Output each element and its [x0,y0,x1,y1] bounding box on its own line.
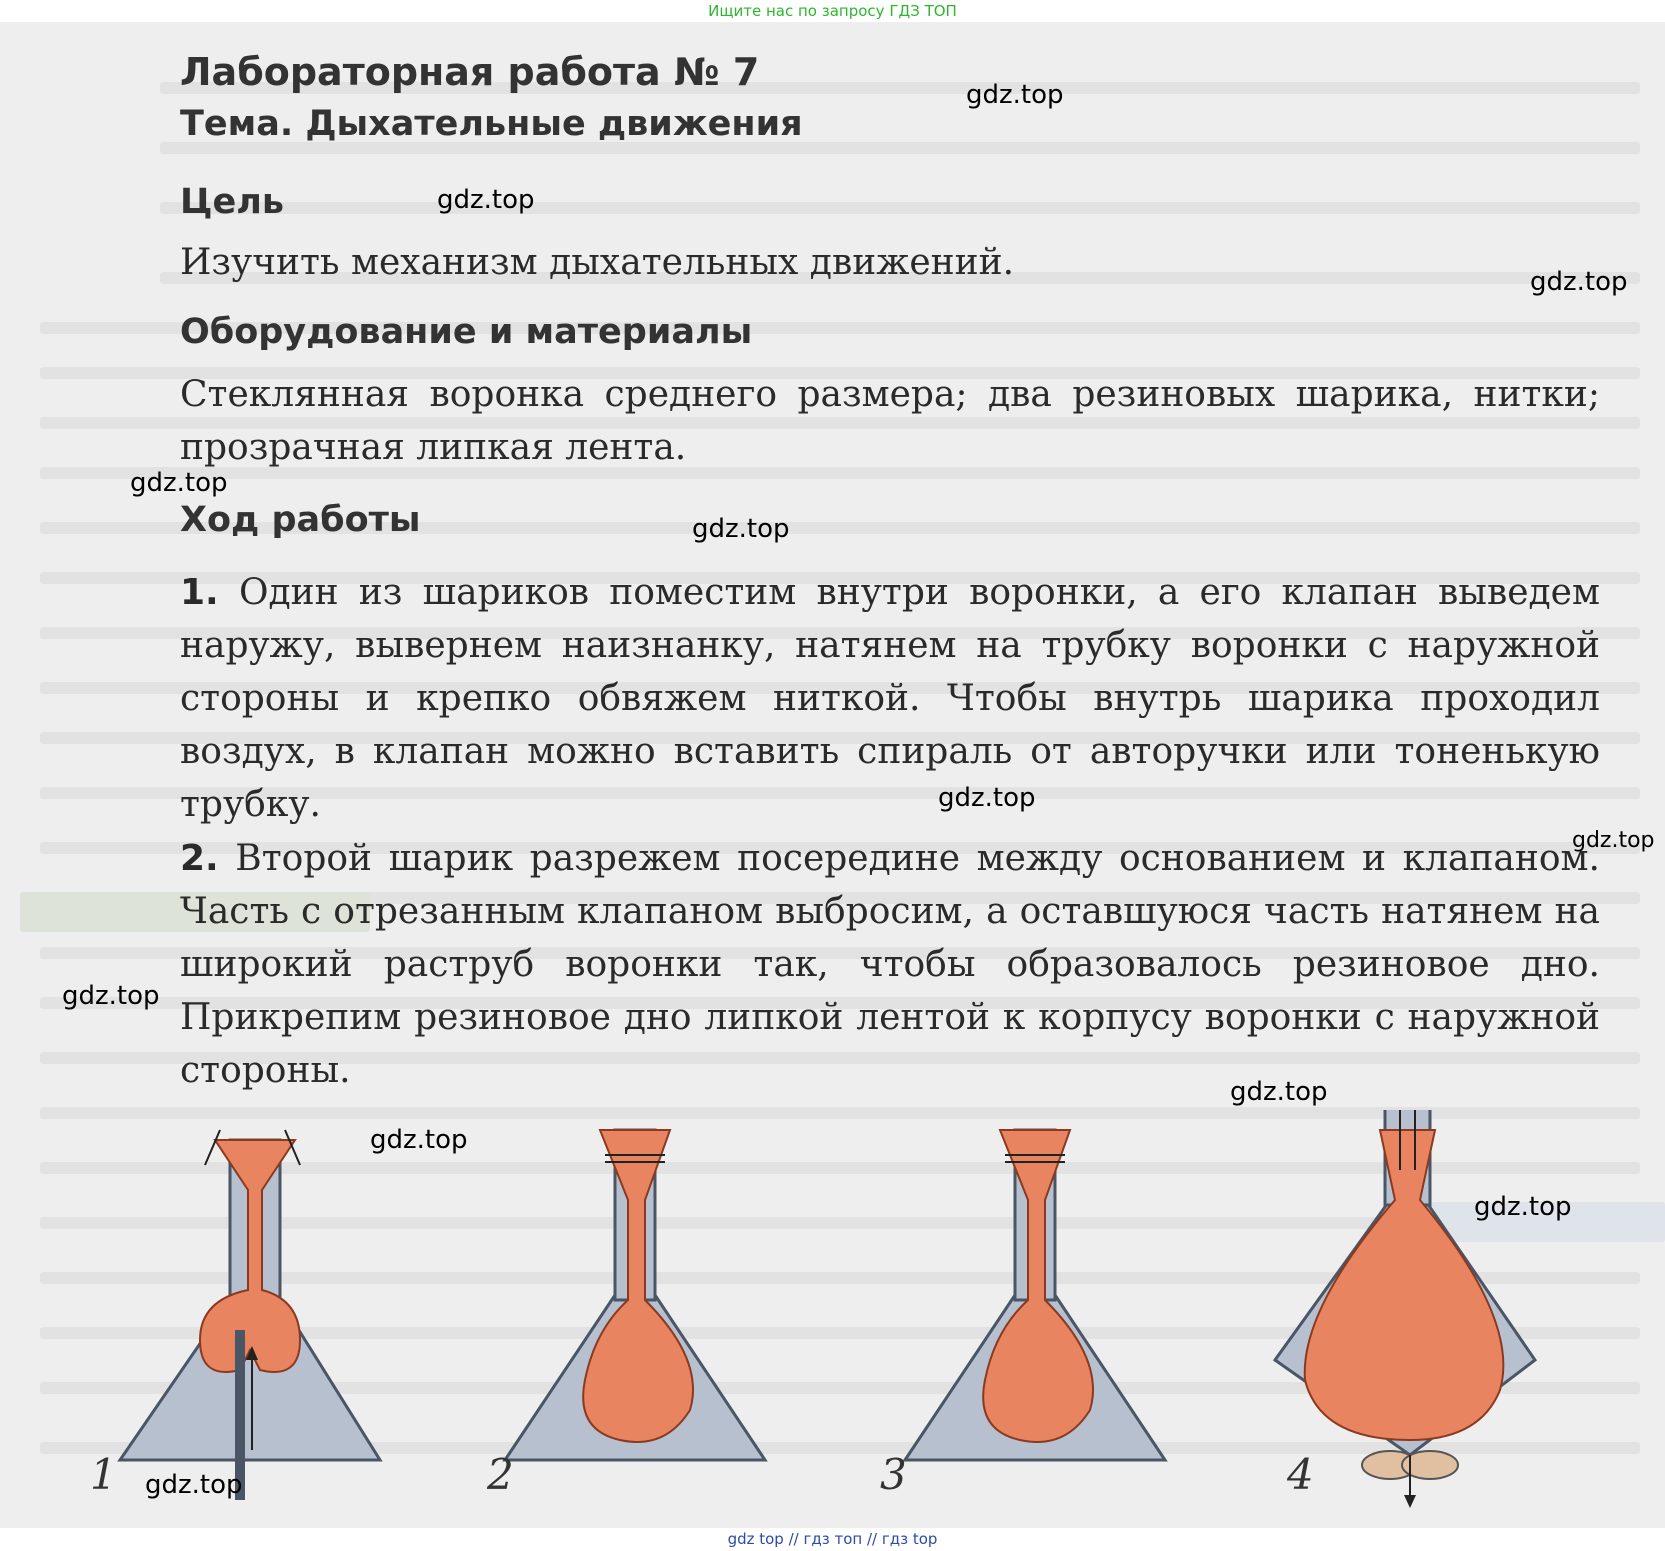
step-2-text: Второй шарик разрежем посередине между основанием и клапаном. Часть с отрезанным клапаном выбросим, а оставшуюся часть натянем на широкий раструб воронки так, чтобы образовалось резиновое дно. Прикрепим резиновое дно липкой лентой к корпусу воронки с наружной стороны. [180,838,1600,1091]
watermark: gdz.top [1474,1192,1572,1222]
figure-label-3: 3 [880,1450,907,1499]
watermark: gdz.top [692,514,790,544]
watermark: gdz.top [370,1125,468,1155]
equipment-heading: Оборудование и материалы [180,312,753,352]
step-1-text: Один из шариков поместим внутри воронки, а его клапан выведем наружу, вывернем наизнанку, натянем на трубку воронки с наружной стороны и крепко обвяжем ниткой. Чтобы внутрь шарика проходил воздух, в клапан можно вставить спираль от авторучки или тоненькую трубку. [180,572,1600,825]
step-1-number: 1. [180,572,219,613]
step-1 [180,566,1600,831]
watermark: gdz.top [1230,1077,1328,1107]
goal-text: Изучить механизм дыхательных движений. [180,242,1015,283]
goal-heading: Цель [180,182,284,222]
figure-3-funnel [905,1130,1165,1460]
figure-label-2: 2 [487,1450,514,1499]
watermark: gdz.top [437,185,535,215]
figure-label-1: 1 [90,1450,117,1499]
watermark: gdz.top [62,981,160,1011]
topic-label: Тема. [180,104,294,144]
watermark: gdz.top [1530,267,1628,297]
step-2 [180,832,1600,1097]
experiment-figures [0,1110,1665,1510]
figure-2-funnel [505,1130,765,1460]
figure-4-funnel [1275,1110,1535,1508]
topic-line [180,104,803,144]
watermark: gdz.top [130,468,228,498]
step-2-number: 2. [180,838,219,879]
figure-label-4: 4 [1287,1450,1314,1499]
procedure-heading: Ход работы [180,500,421,540]
watermark: gdz.top [938,783,1036,813]
top-promo-note: Ищите нас по запросу ГДЗ ТОП [708,2,957,20]
page-title: Лабораторная работа № 7 [180,50,760,94]
watermark: gdz.top [1572,828,1655,853]
bottom-promo-note: gdz top // гдз топ // гдз top [727,1530,938,1548]
figure-1-funnel [120,1130,380,1500]
topic-text: Дыхательные движения [305,104,803,144]
watermark: gdz.top [966,80,1064,110]
equipment-text: Стеклянная воронка среднего размера; два резиновых шарика, нитки; прозрачная липкая лента. [180,374,1600,468]
watermark: gdz.top [145,1470,243,1500]
